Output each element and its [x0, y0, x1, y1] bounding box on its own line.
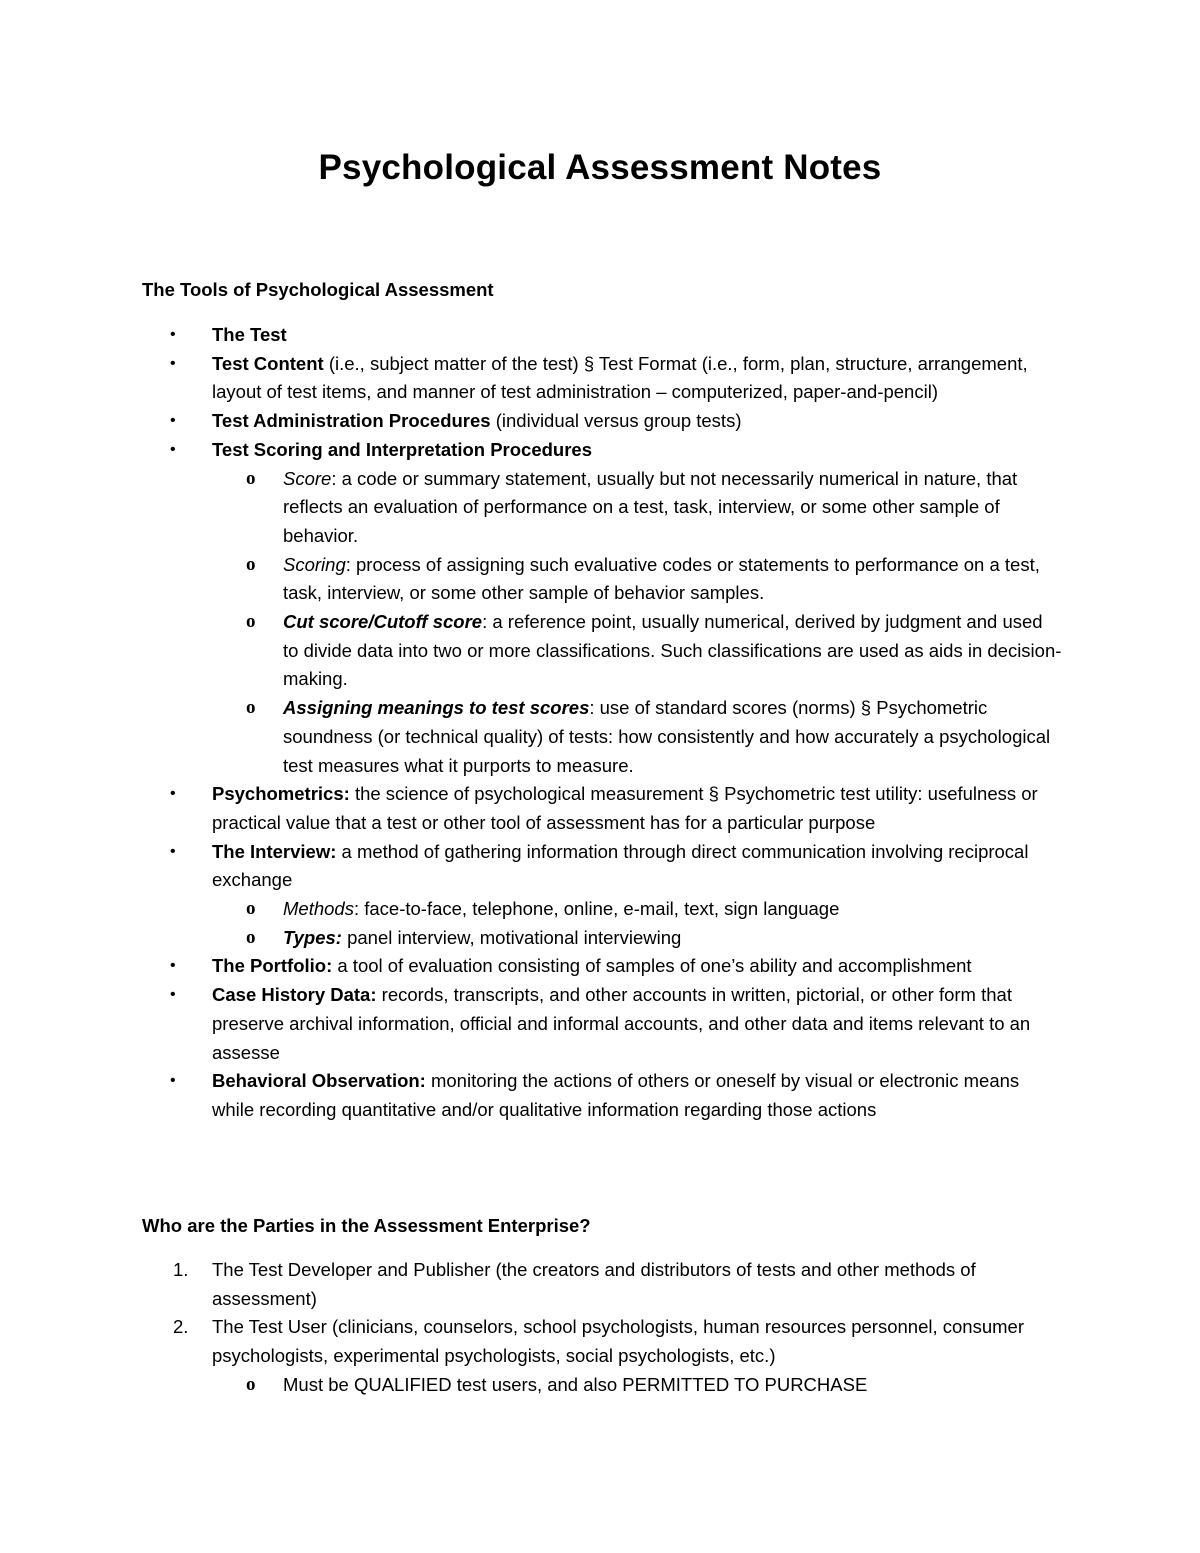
- sub-bullet-marker: o: [246, 611, 256, 633]
- item-number: 2.: [173, 1316, 189, 1338]
- item-term: Types:: [283, 926, 342, 948]
- item-text: panel interview, motivational interviewing: [341, 926, 682, 948]
- item-term: Test Content: [212, 352, 329, 374]
- item-term: The Test: [212, 324, 287, 345]
- item-term: Score: [283, 467, 332, 489]
- item-text: records, transcripts, and other accounts in written, pictorial, or other form that preserve archival information, official and informal accounts, and other data and items relevant to an assesse: [212, 984, 1031, 1063]
- item-term: Behavioral Observation:: [212, 1070, 431, 1092]
- item-text: (i.e., subject matter of the test) § Test Format (i.e., form, plan, structure, arrangement, layout of test items, and manner of test administration – computerized, paper-and-pencil): [212, 352, 1028, 403]
- sub-list-item: [0, 895, 1063, 924]
- sub-list-item: [0, 608, 1063, 694]
- bullet-marker: •: [170, 957, 176, 975]
- item-text: : a reference point, usually numerical, derived by judgment and used to divide data into two or more classifications. Such classifications are used as aids in decision-making.: [283, 611, 1062, 690]
- item-term: The Portfolio:: [212, 955, 338, 977]
- list-item: [0, 407, 1062, 436]
- list-item: [0, 838, 1062, 895]
- item-text: : use of standard scores (norms) § Psychometric soundness (or technical quality) of tests: how consistently and how accurately a psychological test measures what it purports to measure.: [283, 697, 1051, 776]
- list-item: [0, 952, 1062, 981]
- item-term: Test Administration Procedures: [212, 410, 496, 432]
- list-item: [0, 321, 1062, 350]
- bullet-marker: •: [170, 986, 176, 1004]
- numbered-item: [0, 1256, 1062, 1313]
- bullet-marker: •: [170, 785, 176, 803]
- bullet-marker: •: [170, 326, 176, 343]
- bullet-marker: •: [170, 412, 176, 430]
- tools-list: [0, 321, 1200, 1125]
- numbered-item: [0, 1313, 1062, 1370]
- sub-list-item: [0, 694, 1063, 780]
- sub-list-item: [0, 551, 1063, 608]
- item-text: monitoring the actions of others or oneself by visual or electronic means while recording quantitative and/or qualitative information regarding those actions: [212, 1070, 1020, 1120]
- list-item: [0, 350, 1062, 407]
- parties-list: [0, 1256, 1200, 1400]
- sub-bullet-marker: o: [246, 1373, 256, 1395]
- item-text: : a code or summary statement, usually but not necessarily numerical in nature, that reflects an evaluation of performance on a test, task, interview, or some other sample of behavior.: [283, 467, 1018, 546]
- item-text: a tool of evaluation consisting of samples of one’s ability and accomplishment: [337, 955, 972, 977]
- sub-bullet-marker: o: [246, 697, 256, 719]
- item-term: Cut score/Cutoff score: [283, 611, 483, 633]
- sub-bullet-marker: o: [246, 553, 256, 575]
- sub-bullet-marker: o: [246, 926, 256, 948]
- list-item: [0, 780, 1062, 837]
- list-item: [0, 981, 1062, 1067]
- item-number: 1.: [173, 1259, 189, 1280]
- bullet-marker: •: [170, 354, 176, 372]
- item-term: The Interview:: [212, 840, 342, 862]
- sub-list-item: [0, 924, 1063, 953]
- sub-list-item: [0, 465, 1063, 551]
- page-title: Psychological Assessment Notes: [318, 148, 882, 187]
- sub-bullet-marker: o: [246, 898, 256, 920]
- item-text: the science of psychological measurement § Psychometric test utility: usefulness or practical value that a test or other tool of assessment has for a particular purpose: [212, 783, 1038, 833]
- item-text: a method of gathering information through direct communication involving reciprocal exchange: [212, 840, 1029, 891]
- item-term: Methods: [283, 898, 354, 920]
- item-text: : process of assigning such evaluative codes or statements to performance on a test, task, interview, or some other sample of behavior samples.: [283, 553, 1040, 604]
- item-text: The Test Developer and Publisher (the creators and distributors of tests and other methods of assessment): [212, 1259, 976, 1309]
- item-text: : face-to-face, telephone, online, e-mail, text, sign language: [353, 898, 840, 920]
- item-term: Scoring: [283, 553, 346, 575]
- bullet-marker: •: [170, 440, 176, 458]
- item-term: Psychometrics:: [212, 783, 355, 805]
- list-item: [0, 1067, 1062, 1124]
- item-term: Case History Data:: [212, 984, 382, 1006]
- section-heading-parties: Who are the Parties in the Assessment Enterprise?: [142, 1215, 591, 1236]
- item-text: Must be QUALIFIED test users, and also PERMITTED TO PURCHASE: [283, 1373, 868, 1395]
- section-heading-tools: The Tools of Psychological Assessment: [142, 279, 494, 300]
- list-item: [0, 436, 1062, 465]
- item-text: The Test User (clinicians, counselors, school psychologists, human resources personnel, consumer psychologists, experimental psychologists, social psychologists, etc.): [212, 1316, 1024, 1367]
- item-term: Test Scoring and Interpretation Procedures: [212, 438, 593, 460]
- bullet-marker: •: [170, 1072, 176, 1090]
- item-text: (individual versus group tests): [495, 410, 742, 432]
- bullet-marker: •: [170, 842, 176, 860]
- item-term: Assigning meanings to test scores: [283, 697, 590, 719]
- sub-bullet-marker: o: [246, 467, 256, 489]
- sub-list-item: [0, 1371, 1063, 1400]
